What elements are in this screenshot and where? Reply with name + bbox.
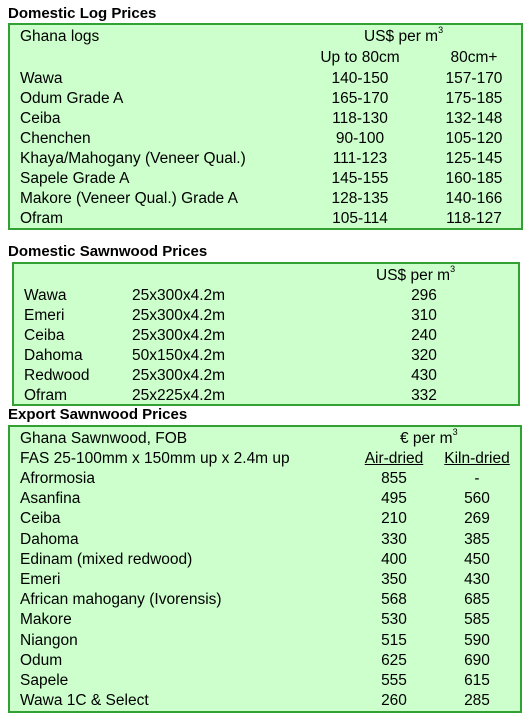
species-name: Edinam (mixed redwood) bbox=[20, 550, 193, 568]
price-air-dried: 210 bbox=[381, 510, 407, 528]
species-name: Sapele Grade A bbox=[20, 170, 130, 187]
price-air-dried: 515 bbox=[381, 631, 407, 649]
species-name: Wawa bbox=[20, 70, 63, 87]
log-table-row bbox=[10, 189, 521, 209]
export-table-row bbox=[10, 671, 520, 691]
price-up-to-80cm: 165-170 bbox=[331, 90, 389, 107]
price-kiln-dried: 690 bbox=[464, 651, 490, 669]
price-up-to-80cm: 111-123 bbox=[332, 150, 388, 167]
dimensions: 25x225x4.2m bbox=[132, 387, 226, 404]
price-up-to-80cm: 105-114 bbox=[332, 210, 388, 227]
price-80cm-plus: 140-166 bbox=[445, 190, 503, 207]
species-name: Ofram bbox=[20, 210, 64, 227]
sawn-table-row bbox=[14, 366, 518, 386]
price-up-to-80cm: 118-130 bbox=[332, 110, 388, 127]
price-80cm-plus: 175-185 bbox=[445, 90, 503, 107]
species-name: Dahoma bbox=[20, 530, 79, 548]
price-air-dried: 330 bbox=[381, 530, 407, 548]
log-col-header-row bbox=[10, 48, 521, 68]
price-kiln-dried: 285 bbox=[464, 692, 490, 710]
price-up-to-80cm: 90-100 bbox=[335, 130, 385, 147]
export-unit: € per $m^3$ bbox=[400, 427, 458, 447]
species-name: Ofram bbox=[24, 387, 68, 404]
price-air-dried: 855 bbox=[381, 470, 407, 487]
export-table-row bbox=[10, 550, 520, 570]
species-name: Odum bbox=[20, 651, 63, 669]
export-col2-header: Kiln-dried bbox=[444, 450, 510, 467]
species-name: Niangon bbox=[20, 631, 78, 649]
log-prices-title: Domestic Log Prices bbox=[8, 5, 157, 22]
export-table-row bbox=[10, 469, 520, 489]
price-air-dried: 350 bbox=[381, 571, 407, 588]
species-name: Khaya/Mahogany (Veneer Qual.) bbox=[20, 150, 246, 167]
sawn-prices-table bbox=[12, 262, 520, 406]
price-80cm-plus: 157-170 bbox=[445, 70, 503, 87]
species-name: Afrormosia bbox=[20, 470, 95, 487]
log-header-label: Ghana logs bbox=[20, 28, 100, 45]
dimensions: 25x300x4.2m bbox=[132, 307, 226, 324]
export-table-row bbox=[10, 509, 520, 529]
price-kiln-dried: 560 bbox=[464, 490, 490, 508]
price: 296 bbox=[411, 287, 437, 304]
price-80cm-plus: 118-127 bbox=[446, 210, 502, 227]
species-name: Chenchen bbox=[20, 130, 91, 147]
price-80cm-plus: 160-185 bbox=[445, 170, 503, 187]
species-name: African mahogany (Ivorensis) bbox=[20, 591, 222, 609]
species-name: Dahoma bbox=[24, 347, 83, 364]
export-table-row bbox=[10, 631, 520, 651]
price-kiln-dried: 685 bbox=[464, 591, 490, 609]
price-kiln-dried: 450 bbox=[464, 550, 490, 568]
export-col1-header: Air-dried bbox=[364, 450, 424, 467]
sawn-table-row bbox=[14, 326, 518, 346]
species-name: Ceiba bbox=[24, 327, 65, 344]
export-table-row bbox=[10, 530, 520, 550]
price: 310 bbox=[411, 307, 437, 324]
dimensions: 25x300x4.2m bbox=[132, 287, 226, 304]
sawn-table-row bbox=[14, 286, 518, 306]
export-table-row bbox=[10, 489, 520, 509]
export-header-row bbox=[10, 429, 520, 449]
log-unit: US$ per $m^3$ bbox=[364, 25, 444, 45]
price-80cm-plus: 132-148 bbox=[445, 110, 503, 127]
species-name: Ceiba bbox=[20, 110, 61, 127]
price-up-to-80cm: 140-150 bbox=[331, 70, 389, 87]
log-header-row bbox=[10, 27, 521, 47]
price-air-dried: 625 bbox=[381, 651, 407, 669]
export-col-header-row bbox=[10, 449, 520, 469]
price-air-dried: 530 bbox=[381, 611, 407, 629]
price-kiln-dried: 590 bbox=[464, 631, 490, 649]
sawn-table-row bbox=[14, 346, 518, 366]
price-80cm-plus: 105-120 bbox=[445, 130, 503, 147]
log-table-row bbox=[10, 109, 521, 129]
price-air-dried: 568 bbox=[381, 591, 407, 609]
price: 320 bbox=[411, 347, 437, 364]
price-air-dried: 400 bbox=[381, 550, 407, 568]
price-80cm-plus: 125-145 bbox=[445, 150, 503, 167]
export-spec: FAS 25-100mm x 150mm up x 2.4m up bbox=[20, 450, 290, 467]
species-name: Odum Grade A bbox=[20, 90, 124, 107]
price-kiln-dried: - bbox=[474, 470, 480, 487]
price: 240 bbox=[411, 327, 437, 344]
export-table-row bbox=[10, 651, 520, 671]
dimensions: 50x150x4.2m bbox=[132, 347, 226, 364]
price-kiln-dried: 585 bbox=[464, 611, 490, 629]
price-air-dried: 495 bbox=[381, 490, 407, 508]
log-table-row bbox=[10, 149, 521, 169]
log-col1-header: Up to 80cm bbox=[320, 49, 400, 66]
species-name: Makore bbox=[20, 611, 72, 629]
log-table-row bbox=[10, 169, 521, 189]
sawn-unit: US$ per $m^3$ bbox=[376, 264, 456, 284]
price-kiln-dried: 385 bbox=[464, 530, 490, 548]
price-air-dried: 260 bbox=[381, 692, 407, 710]
export-prices-title: Export Sawnwood Prices bbox=[8, 406, 188, 423]
price-kiln-dried: 615 bbox=[464, 672, 490, 689]
log-table-row bbox=[10, 209, 521, 229]
species-name: Sapele bbox=[20, 672, 69, 689]
price: 332 bbox=[411, 387, 437, 404]
species-name: Emeri bbox=[24, 307, 65, 324]
dimensions: 25x300x4.2m bbox=[132, 327, 226, 344]
price: 430 bbox=[411, 367, 437, 384]
export-table-row bbox=[10, 691, 520, 711]
price-air-dried: 555 bbox=[381, 672, 407, 689]
species-name: Emeri bbox=[20, 571, 61, 588]
sawn-header-row bbox=[14, 266, 518, 286]
species-name: Asanfina bbox=[20, 490, 81, 508]
log-table-row bbox=[10, 89, 521, 109]
sawn-table-row bbox=[14, 386, 518, 406]
species-name: Redwood bbox=[24, 367, 90, 384]
log-col2-header: 80cm+ bbox=[450, 49, 498, 66]
export-table-row bbox=[10, 610, 520, 630]
price-up-to-80cm: 145-155 bbox=[331, 170, 389, 187]
price-up-to-80cm: 128-135 bbox=[331, 190, 389, 207]
export-table-row bbox=[10, 570, 520, 590]
log-table-row bbox=[10, 69, 521, 89]
export-header-label: Ghana Sawnwood, FOB bbox=[20, 430, 188, 447]
log-table-row bbox=[10, 129, 521, 149]
export-table-row bbox=[10, 590, 520, 610]
price-kiln-dried: 269 bbox=[464, 510, 490, 528]
species-name: Makore (Veneer Qual.) Grade A bbox=[20, 190, 238, 207]
species-name: Wawa 1C & Select bbox=[20, 692, 149, 710]
log-prices-table bbox=[8, 23, 523, 230]
species-name: Ceiba bbox=[20, 510, 61, 528]
price-kiln-dried: 430 bbox=[464, 571, 490, 588]
export-prices-table bbox=[8, 425, 522, 713]
dimensions: 25x300x4.2m bbox=[132, 367, 226, 384]
sawn-table-row bbox=[14, 306, 518, 326]
sawn-prices-title: Domestic Sawnwood Prices bbox=[8, 243, 208, 260]
species-name: Wawa bbox=[24, 287, 67, 304]
